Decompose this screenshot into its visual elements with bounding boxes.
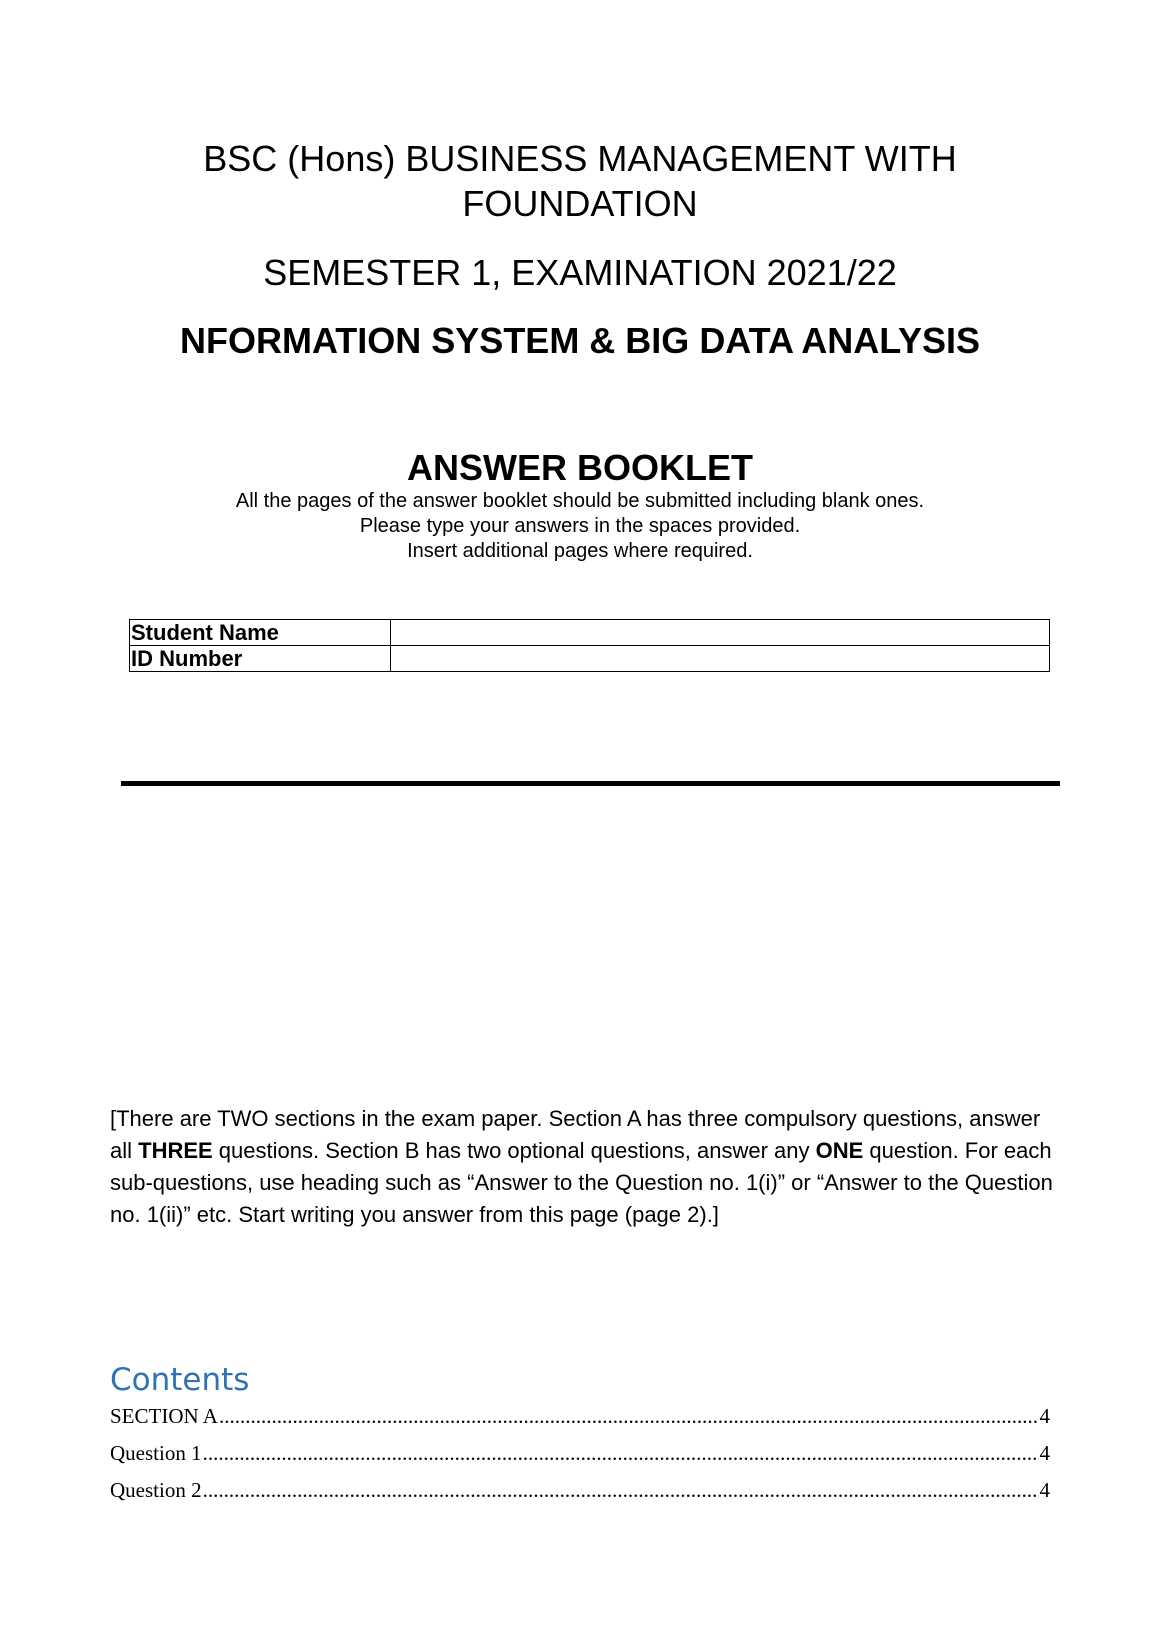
answer-booklet-heading: ANSWER BOOKLET xyxy=(407,447,753,488)
id-number-label: ID Number xyxy=(130,646,391,672)
module-title: NFORMATION SYSTEM & BIG DATA ANALYSIS xyxy=(179,320,980,361)
toc-leader-dots xyxy=(203,1475,1039,1505)
semester-title: SEMESTER 1, EXAMINATION 2021/22 xyxy=(263,252,897,293)
toc-leader-dots xyxy=(203,1438,1039,1468)
toc-entry-page: 4 xyxy=(1039,1478,1050,1502)
toc-entry-label: Question 2 xyxy=(110,1478,202,1502)
contents-heading: Contents xyxy=(110,1362,250,1398)
id-number-field[interactable] xyxy=(391,646,1050,672)
horizontal-divider xyxy=(121,781,1060,786)
section-note-text: questions. Section B has two optional questions, answer any xyxy=(212,1138,816,1163)
student-name-label: Student Name xyxy=(130,620,391,646)
section-note-bold-three: THREE xyxy=(138,1138,213,1163)
section-note-text: [There are TWO sections in the exam paper. Section A has three compulsory questions, answer all xyxy=(110,1106,1041,1163)
section-instructions xyxy=(110,1103,1060,1231)
instruction-line: Please type your answers in the spaces provided. xyxy=(359,515,801,537)
section-note-text: question. For each sub-questions, use heading such as “Answer to the Question no. 1(i)” or “Answer to the Question no. 1(ii)” etc. Start writing you answer from this page (page 2).] xyxy=(110,1138,1053,1227)
toc-entry-question-1[interactable] xyxy=(110,1438,1050,1475)
instruction-line: All the pages of the answer booklet should be submitted including blank ones. xyxy=(235,490,925,512)
booklet-instructions xyxy=(80,489,1080,564)
section-note-bold-one: ONE xyxy=(815,1138,864,1163)
toc-entry-label: Question 1 xyxy=(110,1441,202,1465)
id-number-row xyxy=(130,646,1050,672)
student-info-table xyxy=(129,619,1050,672)
student-name-row xyxy=(130,620,1050,646)
toc-entry-page: 4 xyxy=(1039,1404,1050,1428)
program-title: BSC (Hons) BUSINESS MANAGEMENT WITH FOUNDATION xyxy=(203,138,957,224)
toc-entry-page: 4 xyxy=(1039,1441,1050,1465)
toc-entry-label: SECTION A xyxy=(110,1404,218,1428)
student-name-field[interactable] xyxy=(391,620,1050,646)
toc-leader-dots xyxy=(219,1401,1039,1431)
instruction-line: Insert additional pages where required. xyxy=(407,540,753,562)
table-of-contents xyxy=(110,1401,1050,1512)
toc-entry-section-a[interactable] xyxy=(110,1401,1050,1438)
toc-entry-question-2[interactable] xyxy=(110,1475,1050,1512)
